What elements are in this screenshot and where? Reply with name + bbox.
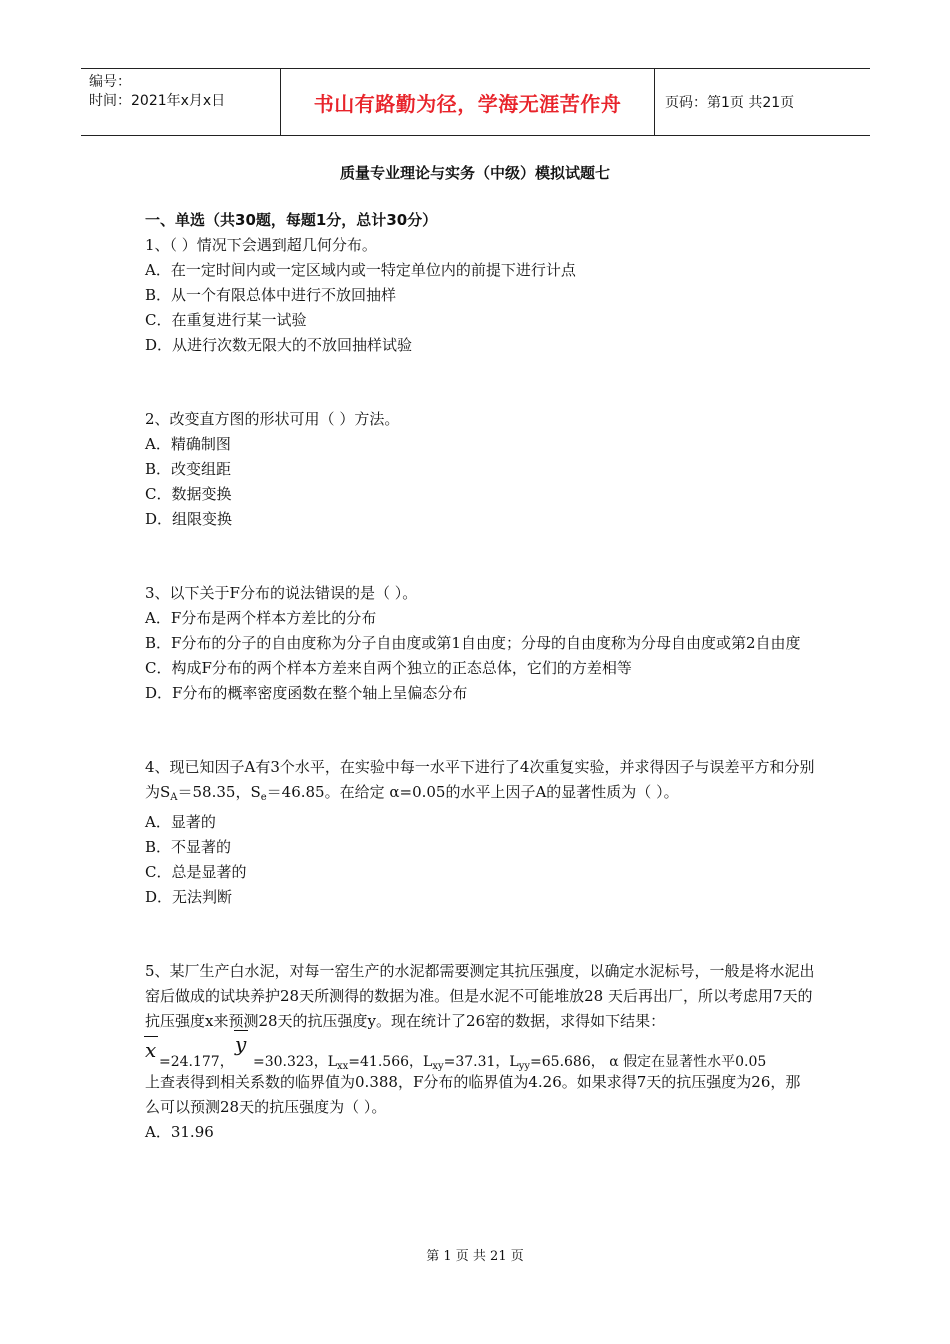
option-b: B．从一个有限总体中进行不放回抽样 bbox=[145, 286, 397, 304]
option-b: B．改变组距 bbox=[145, 460, 232, 478]
option-d: D．组限变换 bbox=[145, 510, 233, 528]
statistics-values bbox=[253, 1050, 766, 1079]
y-symbol: y bbox=[235, 1032, 247, 1056]
option-a: A．在一定时间内或一定区域内或一特定单位内的前提下进行计点 bbox=[145, 261, 576, 279]
x-symbol: x bbox=[145, 1038, 157, 1062]
stat-part: =37.31，L bbox=[443, 1054, 519, 1070]
motto: 书山有路勤为径，学海无涯苦作舟 bbox=[313, 91, 622, 116]
stat-part: =41.566，L bbox=[348, 1054, 433, 1070]
number-label: 编号： bbox=[89, 74, 131, 90]
stem-part: ＝46.85。在给定 α=0.05的水平上因子A的显著性质为（ ）。 bbox=[266, 783, 679, 801]
stat-part: =30.323，L bbox=[253, 1054, 338, 1070]
option-a: A．31.96 bbox=[145, 1123, 214, 1141]
option-d: D．从进行次数无限大的不放回抽样试验 bbox=[145, 336, 413, 354]
subscript-e: e bbox=[260, 792, 267, 803]
subscript-a: A bbox=[170, 792, 178, 803]
time-label: 时间：2021年x月x日 bbox=[89, 93, 226, 109]
option-c: C．在重复进行某一试验 bbox=[145, 311, 307, 329]
question-stem: 2、改变直方图的形状可用（ ）方法。 bbox=[145, 410, 400, 428]
question-1 bbox=[145, 233, 815, 358]
document-title: 质量专业理论与实务（中级）模拟试题七 bbox=[339, 164, 610, 182]
question-2 bbox=[145, 407, 815, 532]
option-d: D．无法判断 bbox=[145, 888, 233, 906]
option-a: A．精确制图 bbox=[145, 435, 231, 453]
stem-part: 4、现已知因子A有3个水平，在实验中每一水平下进行了4次重复实验，并求得因子与误差平方和分别为S bbox=[145, 758, 815, 801]
page-header bbox=[81, 68, 870, 136]
subscript-yy: yy bbox=[518, 1061, 531, 1072]
option-c: C．构成F分布的两个样本方差来自两个独立的正态总体，它们的方差相等 bbox=[145, 659, 632, 677]
subscript-xy: xy bbox=[432, 1061, 444, 1072]
option-b: B．不显著的 bbox=[145, 838, 232, 856]
option-c: C．总是显著的 bbox=[145, 863, 247, 881]
question-stem: 5、某厂生产白水泥，对每一窑生产的水泥都需要测定其抗压强度，以确定水泥标号，一般是将水泥出窑后做成的试块养护28天所测得的数据为准。但是水泥不可能堆放28 天后再出厂，所以考虑用7天的抗压强度x来预测28天的抗压强度y。现在统计了26窑的数据，求得如下结果： bbox=[145, 962, 815, 1030]
section-heading: 一、单选（共30题，每题1分，总计30分） bbox=[145, 211, 438, 229]
header-meta bbox=[81, 69, 281, 135]
option-a: A．显著的 bbox=[145, 813, 216, 831]
option-a: A．F分布是两个样本方差比的分布 bbox=[145, 609, 377, 627]
stem-part: ＝58.35，S bbox=[177, 783, 261, 801]
stat-part: =65.686， α 假定在显著性水平0.05 bbox=[530, 1054, 767, 1070]
page-footer: 第 1 页 共 21 页 bbox=[426, 1249, 524, 1264]
question-stem: 3、以下关于F分布的说法错误的是（ ）。 bbox=[145, 584, 418, 602]
subscript-xx: xx bbox=[337, 1061, 349, 1072]
question-4 bbox=[145, 755, 815, 910]
question-stem bbox=[145, 755, 815, 810]
question-3 bbox=[145, 581, 815, 706]
statistics-line bbox=[145, 1032, 815, 1072]
x-bar-value: =24.177， bbox=[159, 1054, 234, 1070]
option-b: B．F分布的分子的自由度称为分子自由度或第1自由度；分母的自由度称为分母自由度或第2自由度 bbox=[145, 634, 801, 652]
x-bar-symbol bbox=[145, 1038, 156, 1063]
y-bar-symbol bbox=[235, 1032, 246, 1057]
question-5 bbox=[145, 959, 815, 1145]
page-info: 页码：第1页 共21页 bbox=[665, 95, 795, 111]
option-c: C．数据变换 bbox=[145, 485, 232, 503]
document-body bbox=[145, 208, 815, 1145]
question-stem-end: 上查表得到相关系数的临界值为0.388，F分布的临界值为4.26。如果求得7天的抗压强度为26，那么可以预测28天的抗压强度为（ ）。 bbox=[145, 1073, 801, 1116]
header-page-info bbox=[655, 69, 870, 135]
question-stem: 1、（ ）情况下会遇到超几何分布。 bbox=[145, 236, 377, 254]
header-motto-cell bbox=[281, 69, 655, 135]
option-d: D．F分布的概率密度函数在整个轴上呈偏态分布 bbox=[145, 684, 468, 702]
